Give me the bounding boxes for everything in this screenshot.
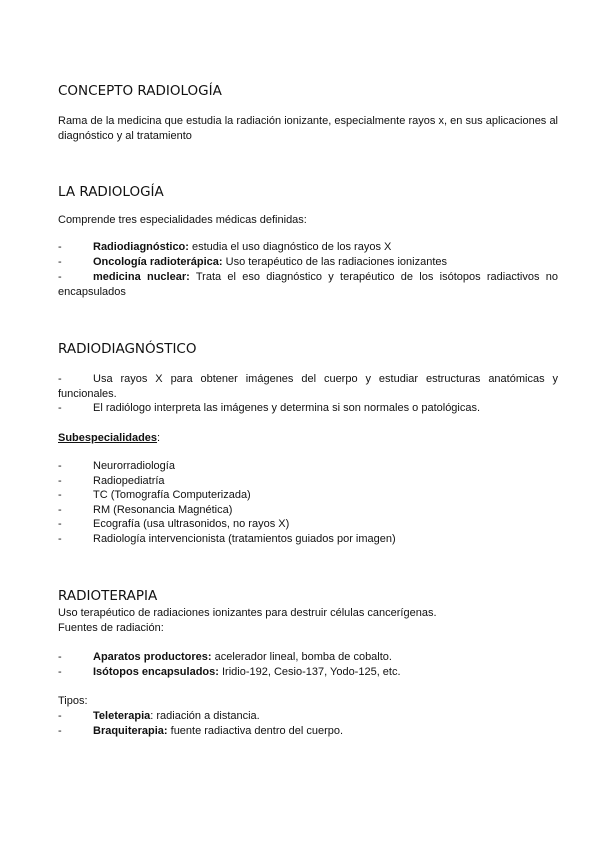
- list-dash: -: [58, 241, 62, 253]
- list-dash: -: [58, 725, 62, 737]
- list-dash: -: [58, 489, 62, 501]
- list-desc: Uso terapéutico de las radiaciones ionizantes: [222, 256, 448, 268]
- list-item: [58, 665, 558, 680]
- list-dash: -: [58, 475, 62, 487]
- list-desc: : radiación a distancia.: [150, 710, 260, 722]
- heading-concepto: CONCEPTO RADIOLOGÍA: [58, 83, 222, 99]
- list-dash: -: [58, 651, 62, 663]
- list-term: Oncología radioterápica:: [93, 256, 223, 268]
- list-term: Teleterapia: [93, 710, 151, 722]
- list-dash: -: [58, 666, 62, 678]
- radioterapia-line1: Uso terapéutico de radiaciones ionizantes para destruir células cancerígenas.: [58, 607, 437, 619]
- list-term: Braquiterapia:: [93, 725, 168, 737]
- list-dash: -: [58, 533, 62, 545]
- tipos-label: Tipos:: [58, 695, 88, 707]
- list-item: [58, 517, 558, 532]
- list-text: Neurorradiología: [93, 460, 175, 472]
- list-desc: fuente radiactiva dentro del cuerpo.: [167, 725, 344, 737]
- list-dash: -: [58, 256, 62, 268]
- list-term: Radiodiagnóstico:: [93, 241, 189, 253]
- list-item: [58, 240, 558, 255]
- list-dash: -: [58, 460, 62, 472]
- radioterapia-line2: Fuentes de radiación:: [58, 622, 164, 634]
- list-term: medicina nuclear:: [93, 271, 190, 283]
- list-item: [58, 724, 558, 739]
- list-desc: acelerador lineal, bomba de cobalto.: [211, 651, 392, 663]
- list-item: [58, 488, 558, 503]
- list-text: TC (Tomografía Computerizada): [93, 489, 251, 501]
- list-item: [58, 401, 558, 416]
- list-dash: -: [58, 710, 62, 722]
- list-item: [58, 372, 558, 402]
- heading-la-radiologia: LA RADIOLOGÍA: [58, 184, 164, 200]
- list-dash: -: [58, 518, 62, 530]
- list-term: Isótopos encapsulados:: [93, 666, 219, 678]
- subespecialidades-label: [58, 431, 558, 446]
- list-text: RM (Resonancia Magnética): [93, 504, 233, 516]
- concepto-text: Rama de la medicina que estudia la radiación ionizante, especialmente rayos x, en sus aplicaciones al diagnóstico y al tratamiento: [58, 115, 558, 142]
- list-item: [58, 650, 558, 665]
- list-text: El radiólogo interpreta las imágenes y determina si son normales o patológicas.: [93, 402, 481, 414]
- list-text: Ecografía (usa ultrasonidos, no rayos X): [93, 518, 290, 530]
- list-item: [58, 270, 558, 300]
- list-desc: estudia el uso diagnóstico de los rayos X: [188, 241, 392, 253]
- list-item: [58, 459, 558, 474]
- radiologia-intro: Comprende tres especialidades médicas definidas:: [58, 214, 307, 226]
- subespecialidades-colon: :: [157, 432, 161, 444]
- list-text: Usa rayos X para obtener imágenes del cuerpo y estudiar estructuras anatómicas y funcionales.: [58, 373, 558, 400]
- list-dash: -: [58, 271, 62, 283]
- heading-radiodiagnostico: RADIODIAGNÓSTICO: [58, 341, 197, 357]
- list-dash: -: [58, 373, 62, 385]
- list-desc: Iridio-192, Cesio-137, Yodo-125, etc.: [218, 666, 401, 678]
- list-dash: -: [58, 504, 62, 516]
- list-item: [58, 255, 558, 270]
- list-item: [58, 474, 558, 489]
- list-text: Radiología intervencionista (tratamientos guiados por imagen): [93, 533, 396, 545]
- list-desc: Trata el eso diagnóstico y terapéutico de los isótopos radiactivos no encapsulados: [58, 271, 558, 298]
- list-dash: -: [58, 402, 62, 414]
- heading-radioterapia: RADIOTERAPIA: [58, 588, 158, 604]
- subespecialidades-term: Subespecialidades: [58, 432, 158, 444]
- list-text: Radiopediatría: [93, 475, 165, 487]
- list-term: Aparatos productores:: [93, 651, 212, 663]
- list-item: [58, 709, 558, 724]
- list-item: [58, 532, 558, 547]
- list-item: [58, 503, 558, 518]
